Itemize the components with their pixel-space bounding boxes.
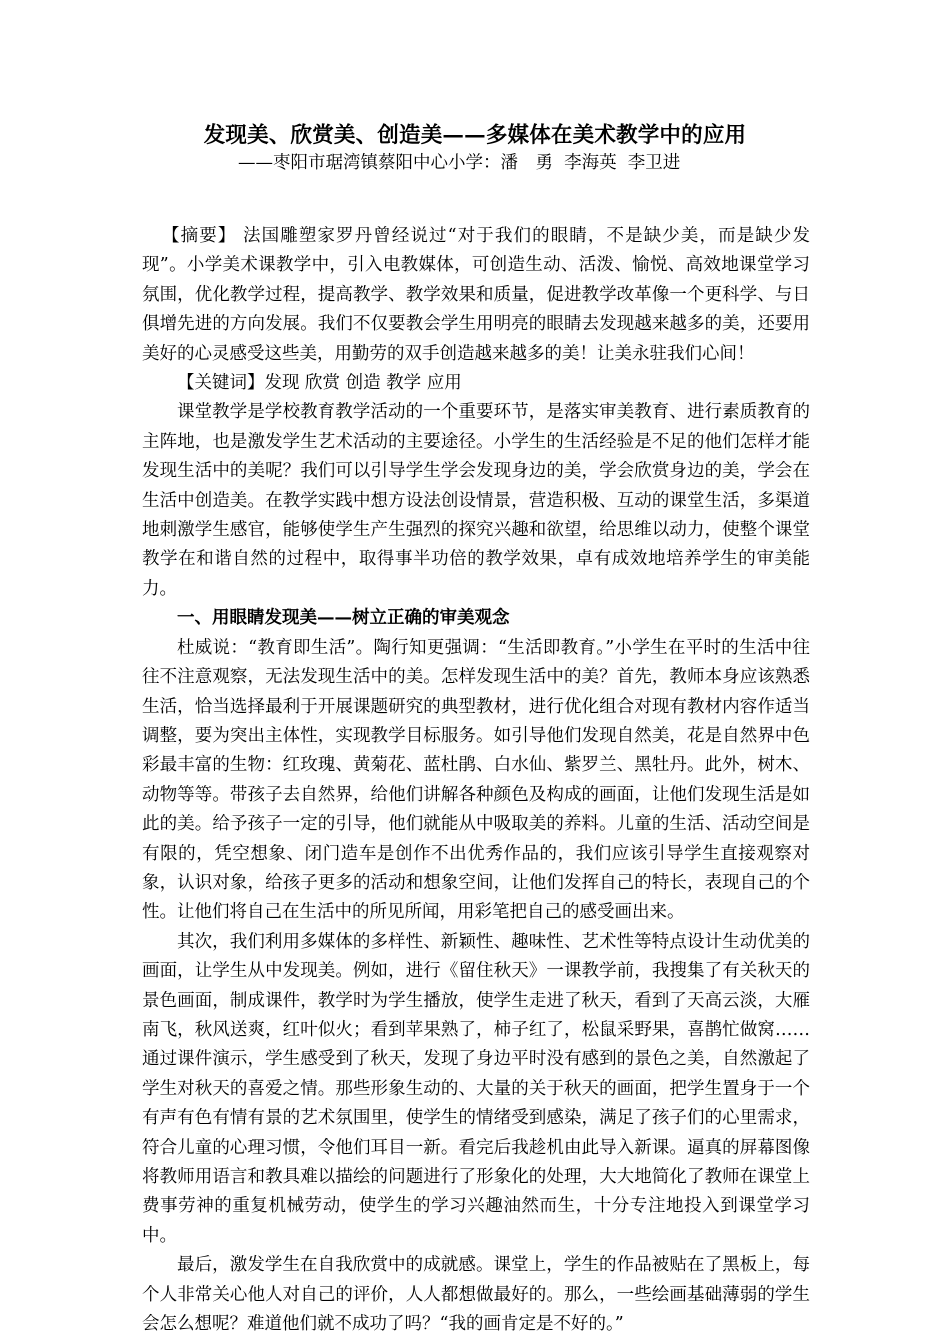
body-paragraph: 杜威说：“教育即生活”。陶行知更强调：“生活即教育。”小学生在平时的生活中往往不注意观察，无法发现生活中的美。怎样发现生活中的美？首先，教师本身应该熟悉生活，恰当选择最利于开展课题研究的典型教材，进行优化组合对现有教材内容作适当调整，要为突出主体性，实现教学目标服务。如引导他们发现自然美，花是自然界中色彩最丰富的生物：红玫瑰、黄菊花、蓝杜鹃、白水仙、紫罗兰、黑牡丹。此外，树木、动物等等。带孩子去自然界，给他们讲解各种颜色及构成的画面，让他们发现生活是如此的美。给予孩子一定的引导，他们就能从中吸取美的养料。儿童的生活、活动空间是有限的，凭空想象、闭门造车是创作不出优秀作品的，我们应该引导学生直接观察对象，认识对象，给孩子更多的活动和想象空间，让他们发挥自己的特长，表现自己的个性。让他们将自己在生活中的所见所闻，用彩笔把自己的感受画出来。 (142, 637, 810, 923)
document-body (142, 222, 810, 1339)
intro-paragraph: 课堂教学是学校教育教学活动的一个重要环节，是落实审美教育、进行素质教育的主阵地，也是激发学生艺术活动的主要途径。小学生的生活经验是不足的他们怎样才能发现生活中的美呢？我们可以引导学生学会发现身边的美，学会欣赏身边的美，学会在生活中创造美。在教学实践中想方设法创设情景，营造积极、互动的课堂生活，多渠道地刺激学生感官，能够使学生产生强烈的探究兴趣和欲望，给思维以动力，使整个课堂教学在和谐自然的过程中，取得事半功倍的教学效果，卓有成效地培养学生的审美能力。 (142, 402, 810, 599)
abstract-paragraph: 【摘要】 法国雕塑家罗丹曾经说过“对于我们的眼睛，不是缺少美，而是缺少发现”。小学美术课教学中，引入电教媒体，可创造生动、活泼、愉悦、高效地课堂学习氛围，优化教学过程，提高教学、教学效果和质量，促进教学改革像一个更科学、与日俱增先进的方向发展。我们不仅要教会学生用明亮的眼睛去发现越来越多的美，还要用美好的心灵感受这些美，用勤劳的双手创造越来越多的美！让美永驻我们心间！ (142, 226, 810, 364)
keywords-paragraph: 【关键词】发现 欣赏 创造 教学 应用 (177, 373, 462, 394)
body-paragraph: 最后，激发学生在自我欣赏中的成就感。课堂上，学生的作品被贴在了黑板上，每个人非常关心他人对自己的评价，人人都想做最好的。那么，一些绘画基础薄弱的学生会怎么想呢？难道他们就不成功了吗？“我的画肯定是不好的。” (142, 1255, 810, 1335)
body-paragraph: 其次，我们利用多媒体的多样性、新颖性、趣味性、艺术性等特点设计生动优美的画面，让学生从中发现美。例如，进行《留住秋天》一课教学前，我搜集了有关秋天的景色画面，制成课件，教学时为学生播放，使学生走进了秋天，看到了天高云淡，大雁南飞，秋风送爽，红叶似火；看到苹果熟了，柿子红了，松鼠采野果，喜鹊忙做窝……通过课件演示，学生感受到了秋天，发现了身边平时没有感到的景色之美，自然激起了学生对秋天的喜爱之情。那些形象生动的、大量的关于秋天的画面，把学生置身于一个有声有色有情有景的艺术氛围里，使学生的情绪受到感染，满足了孩子们的心里需求，符合儿童的心理习惯，令他们耳目一新。看完后我趁机由此导入新课。逼真的屏幕图像将教师用语言和教具难以描绘的问题进行了形象化的处理，大大地简化了教师在课堂上费事劳神的重复机械劳动，使学生的学习兴趣油然而生，十分专注地投入到课堂学习中。 (142, 931, 810, 1246)
document-subtitle: ——枣阳市琚湾镇蔡阳中心小学：潘 勇 李海英 李卫进 (238, 153, 681, 173)
section-heading: 一、用眼睛发现美——树立正确的审美观念 (177, 608, 510, 629)
document-title: 发现美、欣赏美、创造美——多媒体在美术教学中的应用 (203, 123, 747, 148)
